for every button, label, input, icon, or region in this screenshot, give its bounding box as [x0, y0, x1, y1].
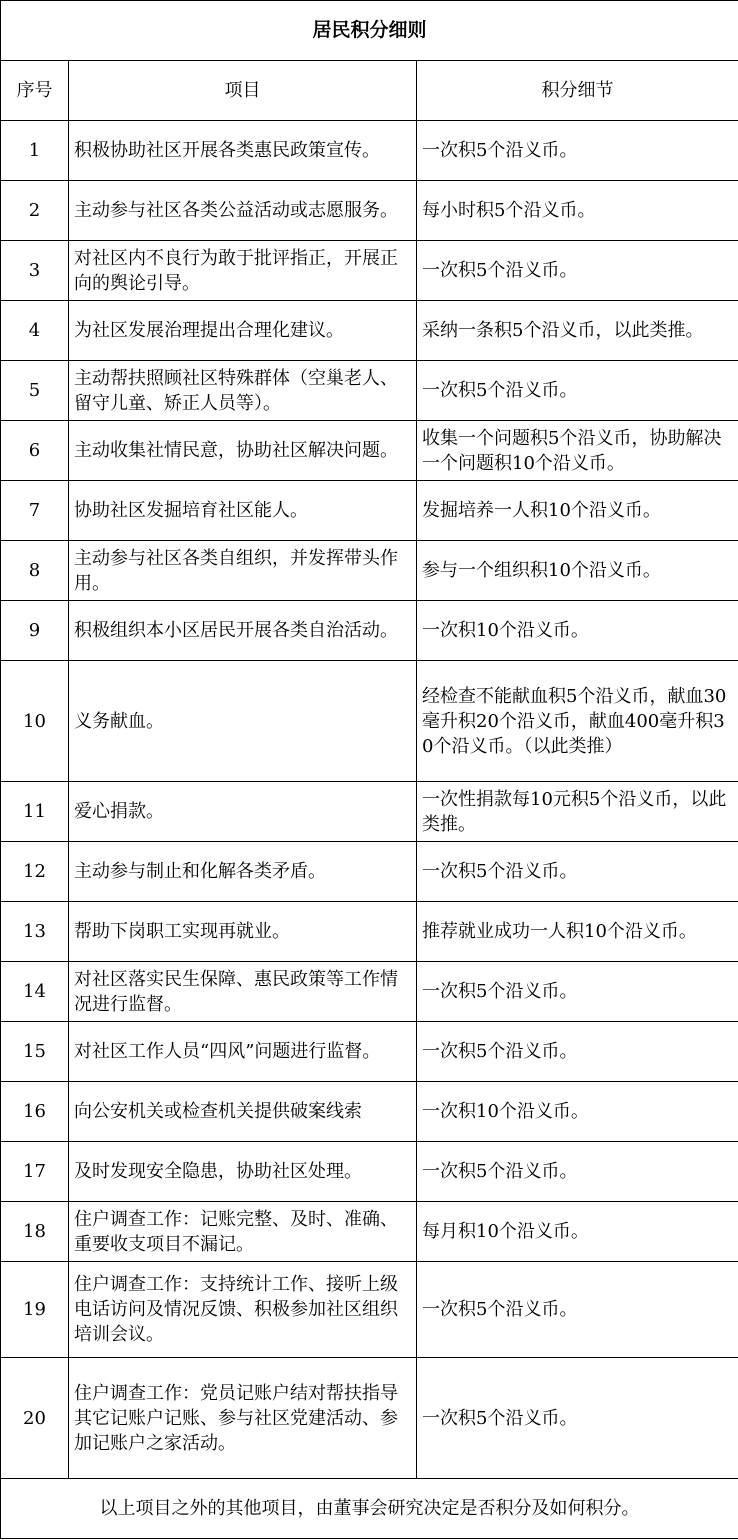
row-detail: 一次积5个沿义币。 — [417, 1262, 738, 1358]
table-row — [1, 301, 738, 361]
row-number: 20 — [1, 1358, 69, 1479]
row-detail: 一次积5个沿义币。 — [417, 241, 738, 301]
row-item: 主动参与社区各类自组织，并发挥带头作用。 — [69, 541, 417, 601]
header-item: 项目 — [69, 61, 417, 121]
row-number: 11 — [1, 782, 69, 842]
row-detail: 一次积5个沿义币。 — [417, 1022, 738, 1082]
row-number: 3 — [1, 241, 69, 301]
footer-row — [1, 1479, 738, 1539]
row-detail: 一次积5个沿义币。 — [417, 962, 738, 1022]
row-detail: 一次积5个沿义币。 — [417, 1358, 738, 1479]
row-item: 对社区工作人员“四风”问题进行监督。 — [69, 1022, 417, 1082]
row-number: 9 — [1, 601, 69, 661]
header-num: 序号 — [1, 61, 69, 121]
table-row — [1, 121, 738, 181]
row-item: 爱心捐款。 — [69, 782, 417, 842]
row-item: 积极组织本小区居民开展各类自治活动。 — [69, 601, 417, 661]
table-row — [1, 1142, 738, 1202]
row-number: 7 — [1, 481, 69, 541]
table-row — [1, 902, 738, 962]
row-number: 16 — [1, 1082, 69, 1142]
table-row — [1, 842, 738, 902]
row-detail: 一次积5个沿义币。 — [417, 361, 738, 421]
row-detail: 一次积5个沿义币。 — [417, 842, 738, 902]
row-detail: 推荐就业成功一人积10个沿义币。 — [417, 902, 738, 962]
row-number: 17 — [1, 1142, 69, 1202]
row-item: 住户调查工作：支持统计工作、接听上级电话访问及情况反馈、积极参加社区组织培训会议。 — [69, 1262, 417, 1358]
row-detail: 一次积10个沿义币。 — [417, 1082, 738, 1142]
header-row — [1, 61, 738, 121]
table-row — [1, 421, 738, 481]
row-item: 主动参与制止和化解各类矛盾。 — [69, 842, 417, 902]
row-item: 主动帮扶照顾社区特殊群体（空巢老人、留守儿童、矫正人员等）。 — [69, 361, 417, 421]
table-row — [1, 782, 738, 842]
row-number: 14 — [1, 962, 69, 1022]
row-detail: 一次积5个沿义币。 — [417, 121, 738, 181]
row-item: 积极协助社区开展各类惠民政策宣传。 — [69, 121, 417, 181]
row-detail: 一次积5个沿义币。 — [417, 1142, 738, 1202]
row-item: 帮助下岗职工实现再就业。 — [69, 902, 417, 962]
table-row — [1, 1202, 738, 1262]
title-row — [1, 1, 738, 61]
row-detail: 参与一个组织积10个沿义币。 — [417, 541, 738, 601]
row-number: 10 — [1, 661, 69, 782]
row-item: 向公安机关或检查机关提供破案线索 — [69, 1082, 417, 1142]
table-row — [1, 241, 738, 301]
table-row — [1, 1082, 738, 1142]
row-item: 对社区落实民生保障、惠民政策等工作情况进行监督。 — [69, 962, 417, 1022]
table-row — [1, 361, 738, 421]
row-number: 12 — [1, 842, 69, 902]
row-item: 协助社区发掘培育社区能人。 — [69, 481, 417, 541]
row-item: 住户调查工作：党员记账户结对帮扶指导其它记账户记账、参与社区党建活动、参加记账户之家活动。 — [69, 1358, 417, 1479]
row-number: 13 — [1, 902, 69, 962]
table-row — [1, 481, 738, 541]
row-detail: 一次性捐款每10元积5个沿义币，以此类推。 — [417, 782, 738, 842]
table-row — [1, 1262, 738, 1358]
row-number: 18 — [1, 1202, 69, 1262]
row-detail: 经检查不能献血积5个沿义币，献血30毫升积20个沿义币，献血400毫升积30个沿义币。（以此类推） — [417, 661, 738, 782]
row-detail: 每月积10个沿义币。 — [417, 1202, 738, 1262]
row-item: 对社区内不良行为敢于批评指正，开展正向的舆论引导。 — [69, 241, 417, 301]
row-item: 主动收集社情民意，协助社区解决问题。 — [69, 421, 417, 481]
table-title: 居民积分细则 — [1, 1, 738, 61]
row-number: 15 — [1, 1022, 69, 1082]
row-item: 主动参与社区各类公益活动或志愿服务。 — [69, 181, 417, 241]
row-detail: 收集一个问题积5个沿义币，协助解决一个问题积10个沿义币。 — [417, 421, 738, 481]
header-detail: 积分细节 — [417, 61, 738, 121]
table-row — [1, 661, 738, 782]
table-row — [1, 1358, 738, 1479]
row-number: 8 — [1, 541, 69, 601]
row-number: 19 — [1, 1262, 69, 1358]
table-row — [1, 181, 738, 241]
row-number: 4 — [1, 301, 69, 361]
table-row — [1, 541, 738, 601]
table-row — [1, 962, 738, 1022]
row-detail: 发掘培养一人积10个沿义币。 — [417, 481, 738, 541]
row-number: 2 — [1, 181, 69, 241]
row-detail: 每小时积5个沿义币。 — [417, 181, 738, 241]
row-item: 住户调查工作：记账完整、及时、准确、重要收支项目不漏记。 — [69, 1202, 417, 1262]
row-number: 1 — [1, 121, 69, 181]
row-detail: 一次积10个沿义币。 — [417, 601, 738, 661]
row-item: 义务献血。 — [69, 661, 417, 782]
row-item: 及时发现安全隐患，协助社区处理。 — [69, 1142, 417, 1202]
footer-note: 以上项目之外的其他项目，由董事会研究决定是否积分及如何积分。 — [1, 1479, 738, 1539]
row-detail: 采纳一条积5个沿义币，以此类推。 — [417, 301, 738, 361]
row-number: 5 — [1, 361, 69, 421]
row-item: 为社区发展治理提出合理化建议。 — [69, 301, 417, 361]
table-row — [1, 601, 738, 661]
row-number: 6 — [1, 421, 69, 481]
table-row — [1, 1022, 738, 1082]
